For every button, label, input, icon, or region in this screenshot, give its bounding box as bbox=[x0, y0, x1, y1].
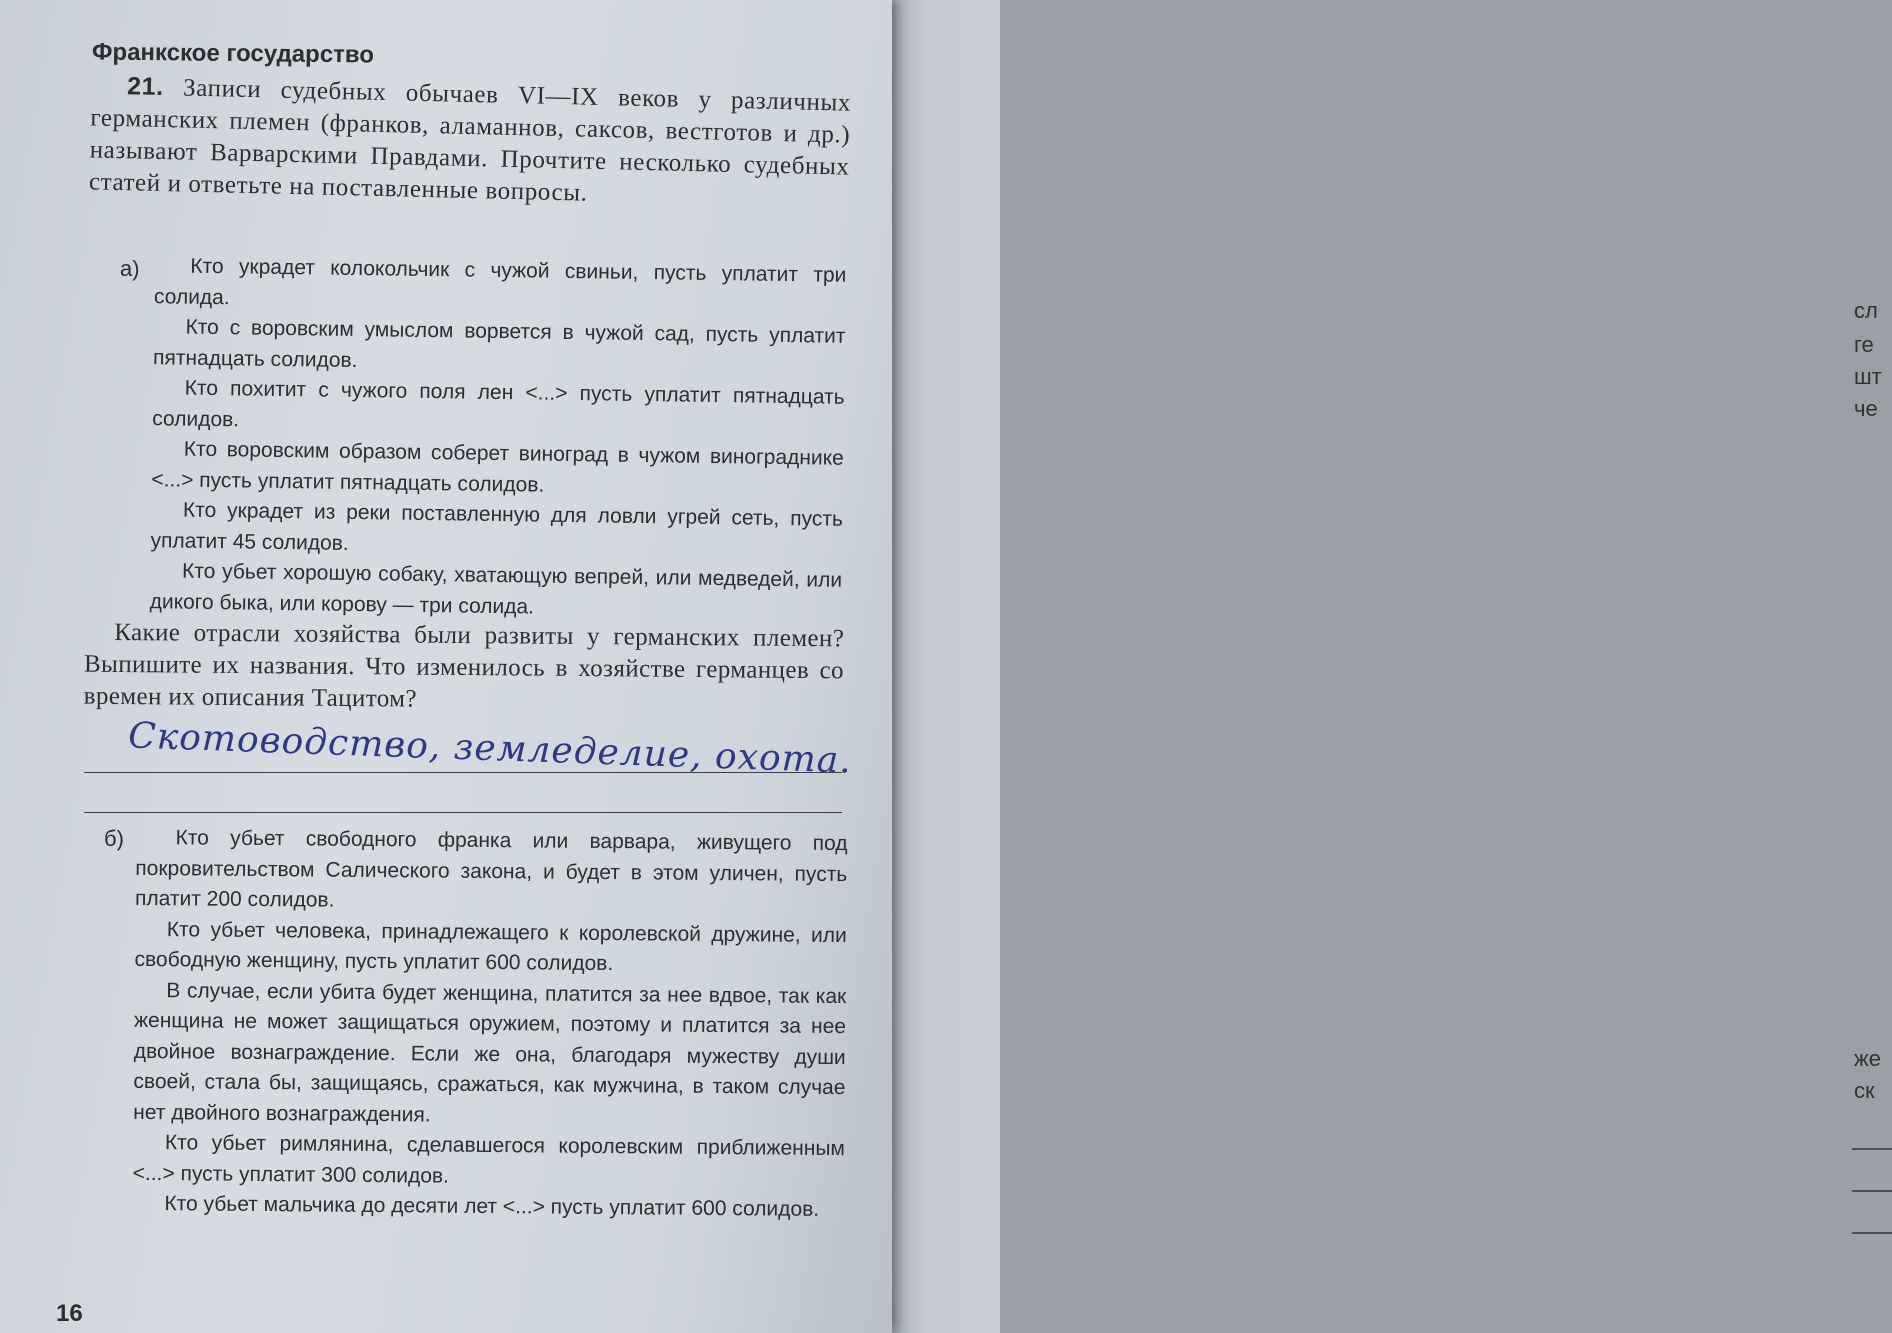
part-a-marker: а) bbox=[120, 256, 140, 281]
next-page-fragment: шт bbox=[1854, 364, 1882, 389]
answer-line[interactable] bbox=[84, 812, 842, 813]
law-article: Кто убьет хорошую собаку, хватающую вепрей, или медведей, или дикого быка, или корову — три солида. bbox=[149, 559, 843, 619]
part-b-articles bbox=[132, 823, 847, 1226]
next-page-fragment: ск bbox=[1854, 1078, 1875, 1103]
law-article: Кто с воровским умыслом ворвется в чужой сад, пусть уплатит пятнадцать солидов. bbox=[152, 315, 846, 372]
next-page-fragment: же bbox=[1854, 1046, 1881, 1071]
next-page-answer-line bbox=[1852, 1232, 1892, 1234]
next-page-fragment: че bbox=[1854, 396, 1878, 421]
page-number: 16 bbox=[56, 1300, 83, 1327]
question-text: Какие отрасли хозяйства были развиты у германских племен? Выпишите их названия. Что изменилось в хозяйстве германцев со времен их описания Тацитом? bbox=[83, 618, 845, 713]
section-title: Франкское государство bbox=[91, 38, 375, 69]
law-article: Кто убьет мальчика до десяти лет <...> пусть уплатит 600 солидов. bbox=[164, 1192, 820, 1221]
law-article: Кто похитит с чужого поля лен <...> пусть уплатит пятнадцать солидов. bbox=[152, 376, 845, 431]
law-article: Кто убьет свободного франка или варвара, живущего под покровительством Салического закона, и будет в этом уличен, пусть платит 200 солидов. bbox=[134, 826, 848, 912]
task-number: 21. bbox=[126, 72, 165, 102]
part-a-articles bbox=[149, 251, 846, 627]
next-page-answer-line bbox=[1852, 1148, 1892, 1150]
answer-line[interactable] bbox=[84, 772, 842, 773]
law-article: Кто украдет колокольчик с чужой свиньи, пусть уплатит три солида. bbox=[153, 254, 847, 309]
next-page-fragment: сл bbox=[1854, 298, 1878, 323]
task-21 bbox=[89, 69, 852, 215]
next-page-answer-line bbox=[1852, 1190, 1892, 1192]
handwritten-answer[interactable]: Скотоводство, земледелие, охота. bbox=[127, 715, 853, 782]
part-b-marker: б) bbox=[104, 826, 124, 851]
next-page-fragment: ге bbox=[1854, 332, 1874, 357]
law-article: В случае, если убита будет женщина, платится за нее вдвое, так как женщина не может защищаться оружием, поэтому и платится за нее двойное вознаграждение. Если же она, благодаря мужеству души своей, стала бы, защищаясь, сражаться, как мужчина, в таком случае нет двойного вознаграждения. bbox=[133, 978, 847, 1126]
law-article: Кто воровским образом соберет виноград в чужом винограднике <...> пусть уплатит пятнадцать солидов. bbox=[151, 437, 844, 497]
law-article: Кто убьет римлянина, сделавшегося королевским приближенным <...> пусть уплатит 300 солидов. bbox=[132, 1131, 846, 1188]
next-page-edge bbox=[892, 0, 1882, 1333]
law-article: Кто украдет из реки поставленную для ловли угрей сеть, пусть уплатит 45 солидов. bbox=[150, 498, 844, 555]
task-text: Записи судебных обычаев VI—IX веков у различных германских племен (франков, аламаннов, саксов, вестготов и др.) называют Варварскими Правдами. Прочтите несколько судебных статей и ответьте на поставленные вопросы. bbox=[88, 74, 852, 207]
workbook-page bbox=[0, 0, 892, 1333]
law-article: Кто убьет человека, принадлежащего к королевской дружине, или свободную женщину, пусть уплатит 600 солидов. bbox=[134, 917, 847, 976]
